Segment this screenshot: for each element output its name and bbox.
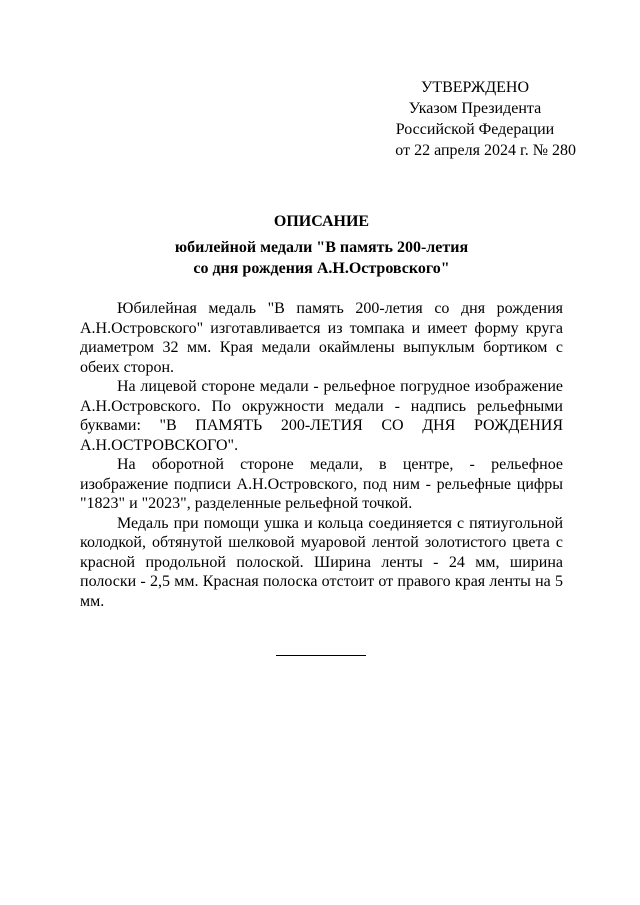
approval-date: от 22 апреля 2024 г. № 280 — [395, 142, 576, 159]
approval-stamp — [350, 77, 600, 161]
paragraph-ribbon: Медаль при помощи ушка и кольца соединяется с пятиугольной колодкой, обтянутой шелковой муаровой лентой золотистого цвета с красной продольной полоской. Ширина ленты - 24 мм, ширина полоски - 2,5 мм. Красная полоска отстоит от правого края ленты на 5 мм. — [80, 514, 563, 610]
approval-status: УТВЕРЖДЕНО — [420, 79, 529, 96]
paragraph-obverse: На лицевой стороне медали - рельефное погрудное изображение А.Н.Островского. По окружности медали - надпись рельефными буквами: "В ПАМЯТЬ 200-ЛЕТИЯ СО ДНЯ РОЖДЕНИЯ А.Н.ОСТРОВСКОГО". — [80, 378, 563, 454]
document-body — [80, 299, 563, 611]
paragraph-reverse: На оборотной стороне медали, в центре, - рельефное изображение подписи А.Н.Островского, под ним - рельефные цифры "1823" и "2023", разделенные рельефной точкой. — [80, 456, 563, 512]
approval-authority: Указом Президента — [408, 100, 542, 117]
end-separator-line — [276, 655, 366, 656]
paragraph-material: Юбилейная медаль "В память 200-летия со дня рождения А.Н.Островского" изготавливается из томпака и имеет форму круга диаметром 32 мм. Края медали окаймлены выпуклым бортиком с обеих сторон. — [80, 300, 563, 376]
document-subtitle-line-2: со дня рождения А.Н.Островского" — [193, 260, 450, 277]
document-title: ОПИСАНИЕ — [273, 213, 370, 230]
document-heading — [80, 211, 563, 279]
document-subtitle-line-1: юбилейной медали "В память 200-летия — [174, 239, 469, 256]
approval-country: Российской Федерации — [395, 121, 555, 138]
